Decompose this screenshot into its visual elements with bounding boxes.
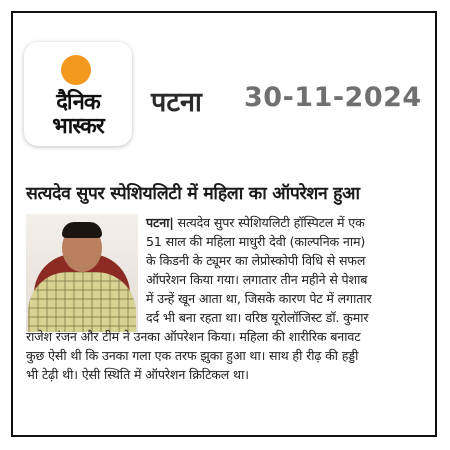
article-line-2: 51 साल की महिला माधुरी देवी (काल्पनिक नाम) (146, 234, 366, 249)
dainik-bhaskar-logo (24, 42, 132, 146)
city-name: पटना (151, 87, 202, 118)
sun-icon (61, 55, 91, 85)
logo-text-bhaskar: भास्कर (52, 114, 104, 139)
article-line-3: के किडनी के ट्यूमर का लेप्रोस्कोपी विधि से सफल (146, 253, 366, 268)
article-line-9: भी टेढ़ी थी। ऐसी स्थिति में ऑपरेशन क्रिटिकल था। (26, 367, 249, 382)
article-body-right (146, 213, 372, 327)
article-line-5: में उन्हें खून आता था, जिसके कारण पेट में लगातार (146, 291, 372, 306)
article-line-7: राजेश रंजन और टीम ने उनका ऑपरेशन किया। महिला की शारीरिक बनावट (26, 329, 361, 344)
article-body-full (26, 327, 360, 384)
checked-shirt (28, 272, 136, 332)
article-line-1: पटना| सत्यदेव सुपर स्पेशियलिटी हॉस्पिटल में एक (146, 215, 365, 230)
article-dateline: पटना| (146, 215, 174, 230)
article-headline: सत्यदेव सुपर स्पेशियलिटी में महिला का ऑपरेशन हुआ (26, 184, 360, 204)
article-line-4: ऑपरेशन किया गया। लगातार तीन महीने से पेशाब (146, 272, 368, 287)
article-line-6: दर्द भी बना रहता था। वरिष्ठ यूरोलॉजिस्ट डॉ. कुमार (146, 310, 369, 325)
hair (62, 222, 102, 238)
publication-date: 30-11-2024 (244, 82, 422, 113)
doctor-photo (26, 214, 138, 332)
article-line-8: कुछ ऐसी थी कि उनका गला एक तरफ झुका हुआ था। साथ ही रीढ़ की हड्डी (26, 348, 359, 363)
logo-text-dainik: दैनिक (56, 90, 100, 115)
